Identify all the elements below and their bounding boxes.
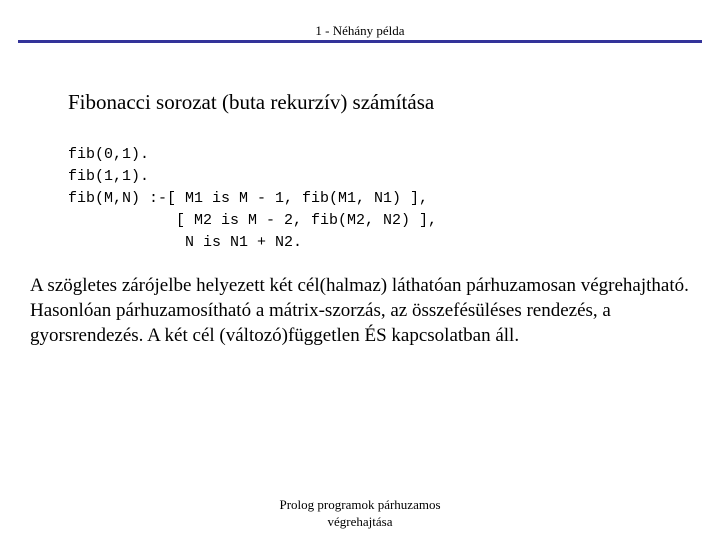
header-divider: [18, 40, 702, 43]
footer: [240, 496, 480, 530]
header-title: 1 - Néhány példa: [315, 23, 405, 38]
body-paragraph: A szögletes zárójelbe helyezett két cél(halmaz) láthatóan párhuzamosan végrehajtható. Hasonlóan párhuzamosítható a mátrix-szorzás, az összefésüléses rendezés, a gyorsrendezés. A két cél (változó)független ÉS kapcsolatban áll.: [30, 275, 689, 346]
footer-line: Prolog programok párhuzamos: [279, 497, 441, 512]
code-line: fib(1,1).: [68, 168, 150, 185]
code-line: [ M2 is M - 2, fib(M2, N2) ],: [68, 212, 438, 229]
code-line: fib(0,1).: [68, 146, 150, 163]
slide-title: Fibonacci sorozat (buta rekurzív) számítása: [68, 90, 435, 114]
footer-line: végrehajtása: [327, 514, 393, 529]
code-line: N is N1 + N2.: [68, 234, 303, 251]
code-block: [68, 144, 437, 254]
code-line: fib(M,N) :-[ M1 is M - 1, fib(M1, N1) ],: [68, 190, 429, 207]
